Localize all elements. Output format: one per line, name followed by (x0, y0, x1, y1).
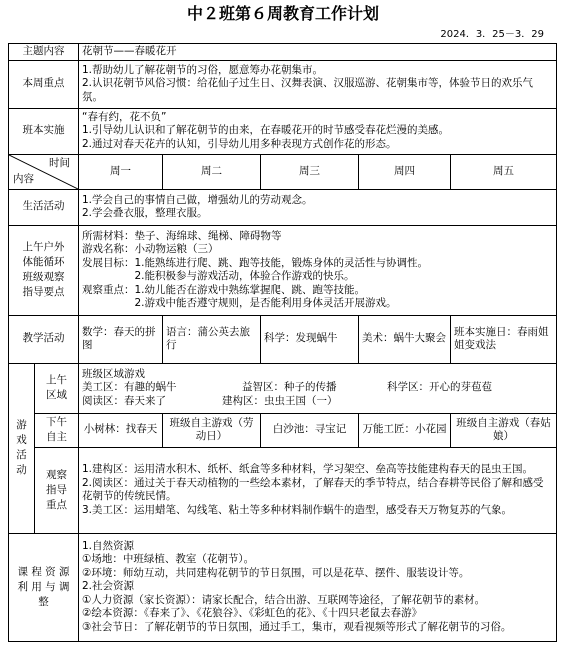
game-afternoon-row (9, 413, 557, 447)
day-monday: 周一 (79, 154, 163, 189)
resources-label (9, 533, 79, 641)
zone-science: 科学区：开心的芽苞苞 (387, 381, 492, 394)
teaching-wednesday: 科学：发现蜗牛 (261, 315, 359, 363)
outdoor-line-4: 2.能积极参与游戏活动，体验合作游戏的快乐。 (82, 270, 355, 282)
content-label: 内容 (13, 173, 34, 185)
teaching-friday: 班本实施日：春雨姐姐变戏法 (451, 315, 557, 363)
afternoon-label (35, 413, 79, 447)
game-morning-row (9, 363, 557, 413)
morning-zone-row-1 (82, 381, 553, 395)
theme-row (9, 44, 557, 61)
day-tuesday: 周二 (163, 154, 261, 189)
day-wednesday: 周三 (261, 154, 359, 189)
resources-line-3: ②环境：师幼互动，共同建构花朝节的节日氛围，可以是花草、摆件、服装设计等。 (82, 566, 470, 579)
teaching-thursday: 美术：蜗牛大聚会 (359, 315, 451, 363)
resources-content (79, 533, 557, 641)
morning-label-line-1: 上午 (46, 374, 67, 386)
resources-label-line-3: 整 (38, 595, 49, 608)
outdoor-line-1: 所需材料：垫子、海绵球、绳梯、障碍物等 (82, 229, 282, 242)
focus-line-2: 2.认识花朝节风俗习惯：给花仙子过生日、汉舞表演、汉服巡游、花朝集市等，体验节日的欢乐气氛。 (82, 77, 534, 103)
game-label (9, 363, 35, 533)
weekday-header-row (9, 154, 557, 189)
resources-line-4: 2.社会资源 (82, 580, 135, 593)
observe-label-line-1: 观察 (46, 468, 67, 481)
life-row (9, 189, 557, 225)
observe-label (35, 447, 79, 533)
outdoor-label (9, 225, 79, 315)
life-label: 生活活动 (9, 189, 79, 225)
morning-label (35, 363, 79, 413)
outdoor-label-line-4: 指导要点 (22, 286, 65, 298)
outdoor-content (79, 225, 557, 315)
zone-building: 建构区：虫虫王国（一） (222, 394, 338, 407)
resources-line-5: ①人力资源（家长资源）：请家长配合，结合出游、互联网等途径，了解花朝节的素材。 (82, 593, 486, 606)
zone-puzzle: 益智区：种子的传播 (242, 381, 337, 394)
outdoor-label-line-2: 体能循环 (22, 256, 65, 268)
date-range: 2024．3．25－3．29 (440, 29, 544, 40)
outdoor-label-line-1: 上午户外 (22, 241, 65, 253)
teaching-tuesday: 语言：蒲公英去旅行 (163, 315, 261, 363)
zone-art: 美工区：有趣的蜗牛 (82, 381, 177, 394)
game-observe-row (9, 447, 557, 533)
class-impl-line-2: 1.引导幼儿认识和了解花朝节的由来，在春暖花开的时节感受春花烂漫的美感。 (82, 124, 450, 137)
observe-line-3: 3.美工区：运用蜡笔、勾线笔、粘土等多种材料制作蜗牛的造型，感受春天万物复苏的气象。 (82, 503, 513, 516)
teaching-label: 教学活动 (9, 315, 79, 363)
day-friday: 周五 (451, 154, 557, 189)
theme-value: 花朝节——春暖花开 (79, 44, 557, 61)
time-content-header (9, 154, 79, 189)
life-line-2: 2.学会叠衣服，整理衣服。 (82, 207, 208, 219)
focus-label: 本周重点 (9, 60, 79, 108)
afternoon-friday: 班级自主游戏（春姑娘） (451, 413, 557, 447)
class-impl-label: 班本实施 (9, 108, 79, 154)
page-title: 中２班第６周教育工作计划 (186, 4, 379, 23)
afternoon-monday: 小树林：找春天 (79, 413, 163, 447)
afternoon-tuesday: 班级自主游戏（劳动日） (163, 413, 261, 447)
life-line-1: 1.学会自己的事情自己做，增强幼儿的劳动观念。 (82, 193, 313, 206)
teaching-monday: 数学：春天的拼图 (79, 315, 163, 363)
morning-title: 班级区域游戏 (82, 367, 145, 380)
observe-line-2: 2.阅读区：通过关于春天动植物的一些绘本素材，了解春天的季节特点，结合春耕等民俗了解和感受花朝节的传统民情。 (82, 476, 544, 502)
outdoor-label-line-3: 班级观察 (22, 271, 65, 283)
teaching-row (9, 315, 557, 363)
day-thursday: 周四 (359, 154, 451, 189)
resources-label-line-2: 利 用 与 调 (17, 580, 70, 593)
outdoor-row (9, 225, 557, 315)
resources-row (9, 533, 557, 641)
game-label-char-4: 动 (16, 464, 27, 476)
focus-content (79, 60, 557, 108)
class-impl-line-1: “春有约，花不负” (82, 110, 167, 123)
game-label-char-1: 游 (16, 419, 27, 431)
theme-label: 主题内容 (9, 44, 79, 61)
observe-line-1: 1.建构区：运用清水积木、纸杯、纸盒等多种材料，学习架空、垒高等技能建构春天的昆虫王国。 (82, 463, 534, 475)
game-label-char-3: 活 (16, 449, 27, 461)
morning-label-line-2: 区域 (46, 389, 67, 401)
afternoon-label-line-2: 自主 (46, 431, 67, 443)
resources-line-7: ③社会节日：了解花朝节的节日氛围，通过手工，集市，观看视频等形式了解花朝节的习俗。 (82, 620, 512, 633)
afternoon-label-line-1: 下午 (46, 416, 67, 428)
resources-label-line-1: 课 程 资 源 (17, 565, 70, 578)
resources-line-6: ②绘本资源：《春来了》、《花狼谷》、《彩虹色的花》、《十四只老鼠去春游》 (82, 607, 423, 620)
class-impl-row (9, 108, 557, 154)
morning-zone-row-2 (82, 395, 553, 409)
time-label: 时间 (49, 156, 70, 169)
focus-row (9, 60, 557, 108)
class-impl-line-3: 2.通过对春天花卉的认知，引导幼儿用多种表现方式创作花的形态。 (82, 137, 397, 150)
game-label-char-2: 戏 (16, 434, 27, 446)
observe-label-line-3: 重点 (46, 498, 67, 511)
zone-reading: 阅读区：春天来了 (82, 394, 166, 407)
life-content (79, 189, 557, 225)
afternoon-wednesday: 白沙池：寻宝记 (261, 413, 359, 447)
class-impl-content (79, 108, 557, 154)
morning-content (79, 363, 557, 413)
resources-line-2: ①场地：中班绿植、教室（花朝节）。 (82, 553, 255, 566)
observe-content (79, 447, 557, 533)
focus-line-1: 1.帮助幼儿了解花朝节的习俗，愿意筹办花朝集市。 (82, 63, 324, 76)
resources-line-1: 1.自然资源 (82, 539, 135, 552)
outdoor-line-5: 观察重点：1.幼儿能否在游戏中熟练掌握爬、跳、跑等技能。 (82, 283, 366, 296)
outdoor-line-6: 2.游戏中能否遵守规则，是否能利用身体灵活开展游戏。 (82, 297, 397, 309)
outdoor-line-2: 游戏名称：小动物运粮（三） (82, 243, 219, 255)
plan-table (8, 43, 557, 642)
afternoon-thursday: 万能工匠：小花园 (359, 413, 451, 447)
observe-label-line-2: 指导 (46, 483, 67, 496)
outdoor-line-3: 发展目标：1.能熟练进行爬、跳、跑等技能，锻炼身体的灵活性与协调性。 (82, 256, 429, 269)
